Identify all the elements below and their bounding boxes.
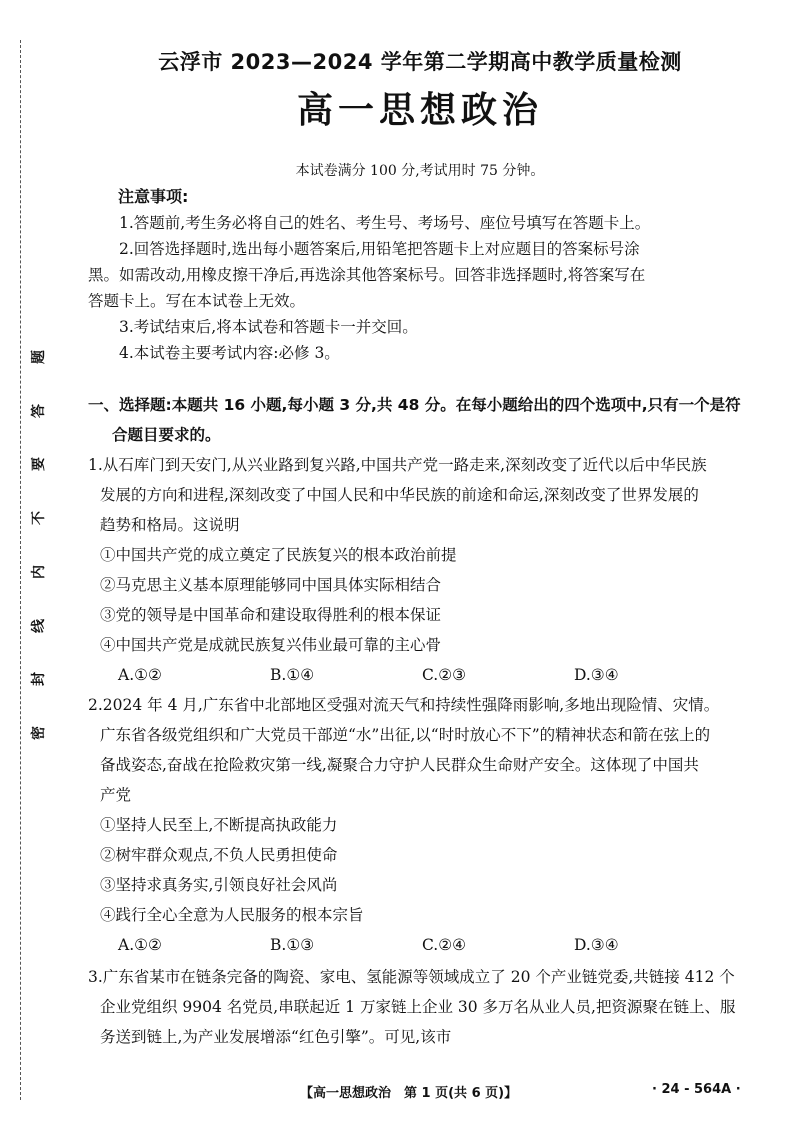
notice-item: 3.考试结束后,将本试卷和答题卡一并交回。 [119, 318, 418, 336]
subject-title: 高一思想政治 [296, 90, 543, 131]
exam-info: 本试卷满分 100 分,考试用时 75 分钟。 [295, 163, 545, 179]
seal-char: 要 [31, 457, 47, 472]
question-stem: 1.从石库门到天安门,从兴业路到复兴路,中国共产党一路走来,深刻改变了近代以后中华民族 [88, 456, 707, 474]
choice-a: A.①② [118, 666, 162, 684]
question-3 [88, 962, 788, 1052]
notice-item: 2.回答选择题时,选出每小题答案后,用铅笔把答题卡上对应题目的答案标号涂 [119, 240, 640, 258]
page-footer: 【高一思想政治 第 1 页(共 6 页)】 [300, 1086, 518, 1101]
question-stem: 趋势和格局。这说明 [100, 516, 240, 534]
question-stem: 广东省各级党组织和广大党员干部逆“水”出征,以“时时放心不下”的精神状态和箭在弦上的 [100, 726, 711, 744]
seal-char: 封 [31, 672, 47, 687]
section-line: 合题目要求的。 [112, 426, 221, 444]
exam-title: 云浮市 2023—2024 学年第二学期高中教学质量检测 [158, 50, 682, 74]
seal-char: 线 [31, 618, 47, 633]
seal-char: 内 [31, 564, 47, 579]
question-option: ①中国共产党的成立奠定了民族复兴的根本政治前提 [100, 546, 457, 564]
seal-char: 不 [31, 511, 47, 526]
choice-c: C.②③ [422, 666, 467, 684]
question-option: ②树牢群众观点,不负人民勇担使命 [100, 846, 338, 864]
choice-c: C.②④ [422, 936, 467, 954]
section-line: 一、选择题:本题共 16 小题,每小题 3 分,共 48 分。在每小题给出的四个选项中,只有一个是符 [88, 396, 741, 414]
choice-b: B.①④ [270, 666, 315, 684]
question-stem: 务送到链上,为产业发展增添“红色引擎”。可见,该市 [100, 1028, 452, 1046]
question-1 [88, 450, 788, 690]
paper-code: · 24 - 564A · [652, 1082, 741, 1097]
notice-item: 黑。如需改动,用橡皮擦干净后,再选涂其他答案标号。回答非选择题时,将答案写在 [88, 266, 646, 284]
question-2 [88, 690, 788, 960]
notice-item: 4.本试卷主要考试内容:必修 3。 [119, 344, 340, 362]
question-option: ④践行全心全意为人民服务的根本宗旨 [100, 906, 364, 924]
binding-dashed-line [20, 40, 21, 1100]
choice-a: A.①② [118, 936, 162, 954]
section-heading [88, 390, 788, 450]
question-stem: 2.2024 年 4 月,广东省中北部地区受强对流天气和持续性强降雨影响,多地出现险情、灾情。 [88, 696, 720, 714]
seal-char: 答 [31, 403, 47, 418]
question-option: ③党的领导是中国革命和建设取得胜利的根本保证 [100, 606, 442, 624]
notice-title: 注意事项: [118, 187, 189, 206]
choice-b: B.①③ [270, 936, 315, 954]
question-stem: 备战姿态,奋战在抢险救灾第一线,凝聚合力守护人民群众生命财产安全。这体现了中国共 [100, 756, 699, 774]
choice-d: D.③④ [574, 666, 619, 684]
question-option: ②马克思主义基本原理能够同中国具体实际相结合 [100, 576, 442, 594]
seal-line-notice [28, 350, 50, 740]
seal-char: 题 [31, 350, 47, 364]
question-option: ④中国共产党是成就民族复兴伟业最可靠的主心骨 [100, 636, 442, 654]
notice-item: 答题卡上。写在本试卷上无效。 [88, 292, 306, 310]
seal-char: 密 [31, 725, 47, 740]
answer-choices [88, 660, 788, 690]
question-stem: 企业党组织 9904 名党员,串联起近 1 万家链上企业 30 多万名从业人员,把资源聚在链上、服 [100, 998, 736, 1016]
answer-choices [88, 930, 788, 960]
question-stem: 产党 [100, 786, 132, 804]
question-option: ③坚持求真务实,引领良好社会风尚 [100, 876, 338, 894]
question-stem: 3.广东省某市在链条完备的陶瓷、家电、氢能源等领域成立了 20 个产业链党委,共链接 412 个 [88, 968, 735, 986]
choice-d: D.③④ [574, 936, 619, 954]
notice-item: 1.答题前,考生务必将自己的姓名、考生号、考场号、座位号填写在答题卡上。 [119, 214, 651, 232]
question-stem: 发展的方向和进程,深刻改变了中国人民和中华民族的前途和命运,深刻改变了世界发展的 [100, 486, 699, 504]
question-option: ①坚持人民至上,不断提高执政能力 [100, 816, 338, 834]
notice-list [88, 210, 748, 366]
